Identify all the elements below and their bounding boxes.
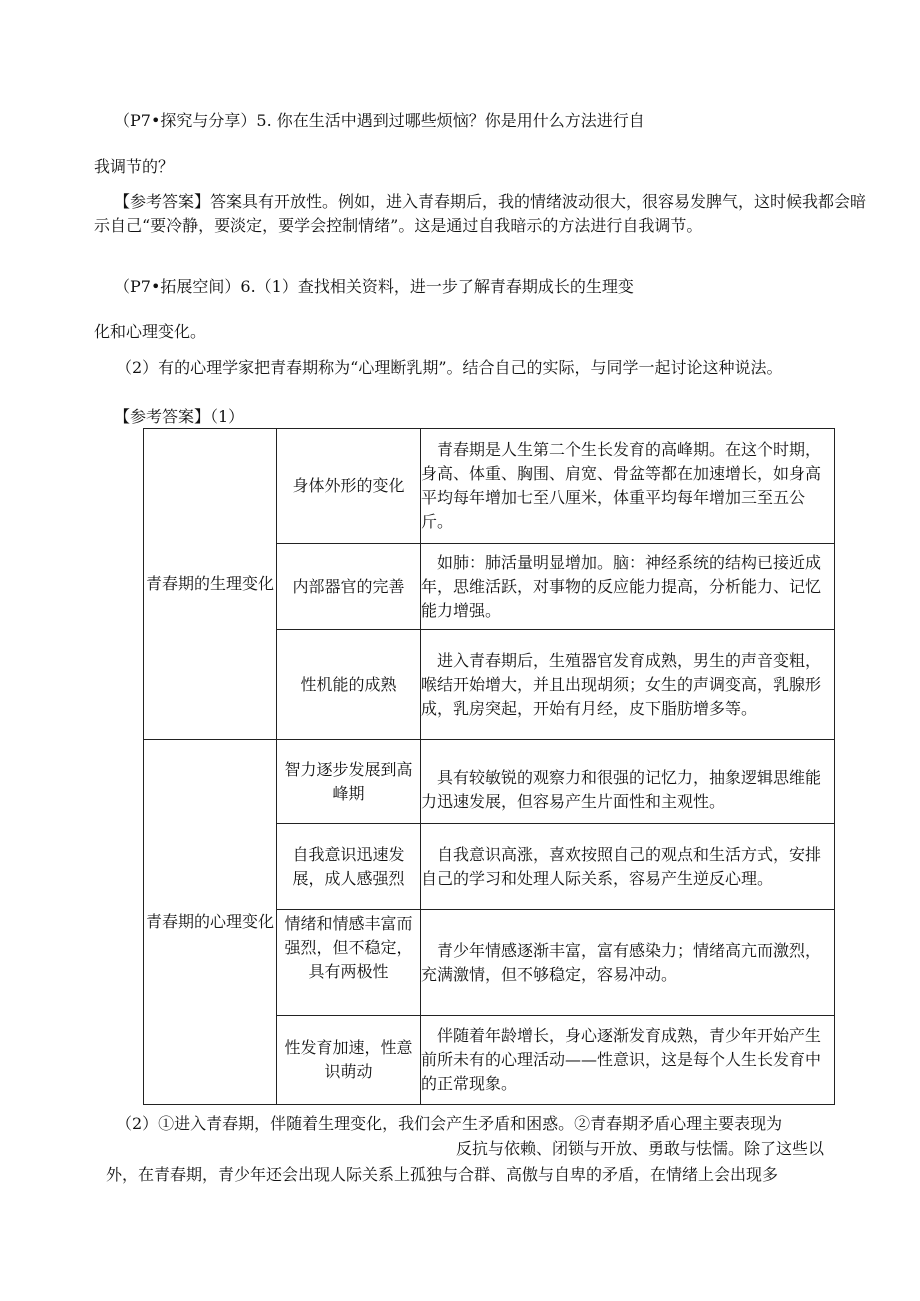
item-cell: 性发育加速，性意识萌动: [277, 1016, 421, 1105]
desc-cell: 具有较敏锐的观察力和很强的记忆力，抽象逻辑思维能力迅速发展，但容易产生片面性和主观性。: [421, 740, 835, 824]
category-psychological: 青春期的心理变化: [144, 740, 277, 1105]
answer2-line1: （2）①进入青春期，伴随着生理变化，我们会产生矛盾和困惑。②青春期矛盾心理主要表现为: [116, 1114, 783, 1133]
item-cell: 内部器官的完善: [277, 544, 421, 630]
q6-line2: 化和心理变化。: [94, 322, 207, 341]
q6-line1: （P7•拓展空间）6.（1）查找相关资料，进一步了解青春期成长的生理变: [114, 277, 634, 296]
desc-cell: 青春期是人生第二个生长发育的高峰期。在这个时期，身高、体重、胸围、肩宽、骨盆等都在加速增长，如身高平均每年增加七至八厘米，体重平均每年增加三至五公斤。: [421, 429, 835, 544]
item-cell: 情绪和情感丰富而强烈，但不稳定，具有两极性: [277, 910, 421, 1016]
desc-cell: 伴随着年龄增长，身心逐渐发育成熟，青少年开始产生前所未有的心理活动——性意识，这是每个人生长发育中的正常现象。: [421, 1016, 835, 1105]
answer2-line2: 反抗与依赖、闭锁与开放、勇敢与怯懦。除了这些以: [456, 1139, 825, 1158]
q6-part2: （2）有的心理学家把青春期称为“心理断乳期”。结合自己的实际，与同学一起讨论这种说法。: [116, 358, 783, 377]
item-cell: 智力逐步发展到高峰期: [277, 740, 421, 824]
table-row: [144, 740, 835, 824]
category-physical: 青春期的生理变化: [144, 429, 277, 740]
item-cell: 自我意识迅速发展，成人感强烈: [277, 824, 421, 910]
q5-line1: （P7•探究与分享）5. 你在生活中遇到过哪些烦恼？你是用什么方法进行自: [114, 111, 645, 130]
answer2-line3: 外，在青春期，青少年还会出现人际关系上孤独与合群、高傲与自卑的矛盾，在情绪上会出现多: [106, 1165, 779, 1184]
answer-text: 答案具有开放性。例如，进入青春期后，我的情绪波动很大，很容易发脾气，这时候我都会暗示自己“要冷静，要淡定，要学会控制情绪”。这是通过自我暗示的方法进行自我调节。: [94, 192, 867, 235]
q5-line2: 我调节的？: [94, 157, 175, 176]
desc-cell: 如肺：肺活量明显增加。脑：神经系统的结构已接近成年，思维活跃，对事物的反应能力提高，分析能力、记忆能力增强。: [421, 544, 835, 630]
desc-cell: 青少年情感逐渐丰富，富有感染力；情绪高亢而激烈，充满激情，但不够稳定，容易冲动。: [421, 910, 835, 1016]
q5-answer: [94, 190, 878, 238]
answer-label: 【参考答案】: [114, 192, 211, 211]
item-cell: 性机能的成熟: [277, 630, 421, 740]
table-row: [144, 429, 835, 544]
puberty-changes-table: [143, 428, 835, 1105]
answer-header: 【参考答案】（1）: [114, 407, 245, 426]
desc-cell: 进入青春期后，生殖器官发育成熟，男生的声音变粗，喉结开始增大，并且出现胡须；女生的声调变高，乳腺形成，乳房突起，开始有月经，皮下脂肪增多等。: [421, 630, 835, 740]
item-cell: 身体外形的变化: [277, 429, 421, 544]
desc-cell: 自我意识高涨，喜欢按照自己的观点和生活方式，安排自己的学习和处理人际关系，容易产生逆反心理。: [421, 824, 835, 910]
